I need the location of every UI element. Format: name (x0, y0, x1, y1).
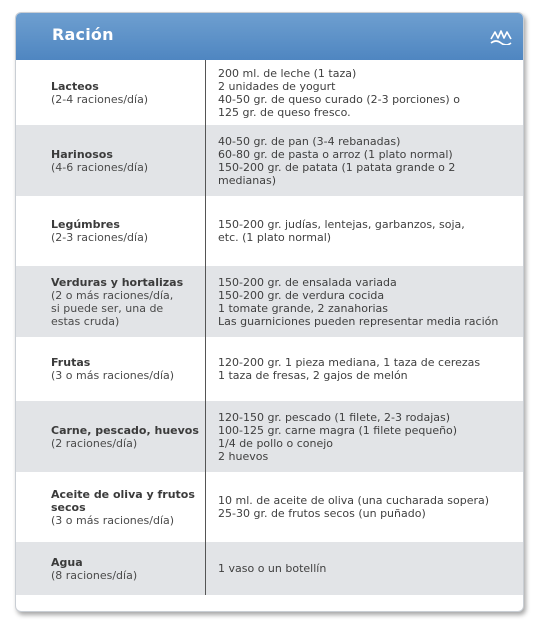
food-group-cell (16, 218, 205, 244)
table-row (16, 401, 523, 472)
portion-description-cell (205, 356, 523, 382)
portion-description-cell (205, 411, 523, 463)
table-row (16, 125, 523, 196)
food-group-servings: si puede ser, una de (51, 301, 164, 315)
portion-line: medianas) (218, 173, 276, 187)
food-group-name: Carne, pescado, huevos (51, 423, 199, 437)
portion-line: 150-200 gr. de patata (1 patata grande o 2 (218, 160, 456, 174)
portion-line: 125 gr. de queso fresco. (218, 105, 351, 119)
food-group-servings: (2 raciones/día) (51, 436, 138, 450)
food-group-cell (16, 488, 205, 527)
column-divider (205, 60, 206, 595)
food-group-name: Harinosos (51, 147, 113, 161)
portion-line: 2 unidades de yogurt (218, 79, 336, 93)
portion-line: 1 tomate grande, 2 zanahorias (218, 301, 389, 315)
food-group-servings: (3 o más raciones/día) (51, 513, 175, 527)
portion-line: 1/4 de pollo o conejo (218, 436, 334, 450)
food-group-cell (16, 276, 205, 328)
portion-line: 150-200 gr. de verdura cocida (218, 288, 385, 302)
portion-line: 60-80 gr. de pasta o arroz (1 plato normal) (218, 147, 453, 161)
table-row (16, 60, 523, 125)
wave-logo-icon (490, 27, 512, 45)
portion-line: 150-200 gr. judías, lentejas, garbanzos, soja, (218, 218, 465, 231)
portion-line: Las guarniciones pueden representar media ración (218, 314, 499, 328)
food-group-name: Verduras y hortalizas (51, 275, 184, 289)
food-group-name: secos (51, 500, 86, 514)
table-row (16, 337, 523, 401)
food-group-name: Legúmbres (51, 218, 120, 231)
table-row (16, 472, 523, 542)
portion-description-cell (205, 562, 523, 575)
food-group-name: Agua (51, 555, 83, 569)
portion-description-cell (205, 135, 523, 187)
table-row (16, 542, 523, 595)
food-group-servings: (4-6 raciones/día) (51, 160, 149, 174)
food-group-servings: (2-3 raciones/día) (51, 231, 149, 244)
food-group-name: Frutas (51, 356, 91, 369)
food-group-servings: estas cruda) (51, 314, 120, 328)
portion-line: 100-125 gr. carne magra (1 filete pequeño) (218, 423, 458, 437)
food-group-servings: (8 raciones/día) (51, 568, 138, 582)
portion-line: 10 ml. de aceite de oliva (una cucharada sopera) (218, 494, 490, 507)
food-group-cell (16, 80, 205, 106)
portion-line: 1 vaso o un botellín (218, 562, 327, 575)
portion-description-cell (205, 67, 523, 119)
portion-description-cell (205, 494, 523, 520)
portion-line: 120-200 gr. 1 pieza mediana, 1 taza de cerezas (218, 356, 481, 369)
food-group-cell (16, 356, 205, 382)
portion-line: 120-150 gr. pescado (1 filete, 2-3 rodajas) (218, 410, 451, 424)
table-row (16, 196, 523, 266)
table-row (16, 266, 523, 337)
food-group-name: Lacteos (51, 79, 99, 93)
portion-description-cell (205, 276, 523, 328)
table-header (16, 13, 523, 60)
food-group-servings: (2-4 raciones/día) (51, 92, 149, 106)
food-group-cell (16, 148, 205, 174)
food-group-cell (16, 556, 205, 582)
portion-line: 40-50 gr. de pan (3-4 rebanadas) (218, 134, 401, 148)
ration-table-card (15, 12, 524, 612)
portion-line: 40-50 gr. de queso curado (2-3 porciones) o (218, 92, 460, 106)
portion-description-cell (205, 218, 523, 244)
food-group-name: Aceite de oliva y frutos (51, 487, 195, 501)
food-group-servings: (2 o más raciones/día, (51, 288, 174, 302)
portion-line: 25-30 gr. de frutos secos (un puñado) (218, 507, 426, 520)
ration-rows (16, 60, 523, 595)
portion-line: 2 huevos (218, 449, 269, 463)
portion-line: 200 ml. de leche (1 taza) (218, 66, 357, 80)
table-title: Ración (52, 25, 114, 44)
portion-line: 150-200 gr. de ensalada variada (218, 275, 397, 289)
food-group-cell (16, 424, 205, 450)
food-group-servings: (3 o más raciones/día) (51, 369, 175, 382)
portion-line: 1 taza de fresas, 2 gajos de melón (218, 369, 408, 382)
portion-line: etc. (1 plato normal) (218, 231, 332, 244)
